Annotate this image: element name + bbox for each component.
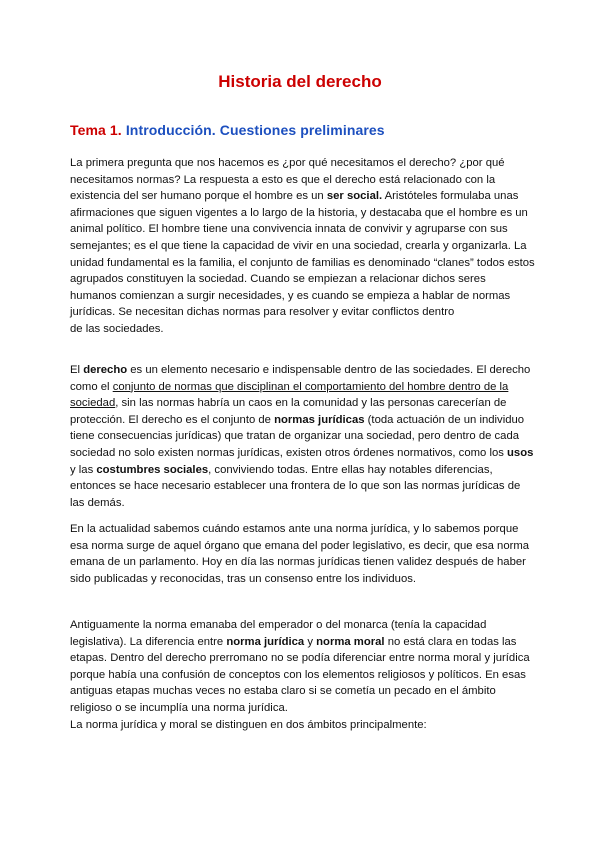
paragraph-2-text-g: (toda actuación de un individuo tiene consecuencias jurídicas) que tratan de organizar una sociedad, pero dentro de cada sociedad no solo existen normas jurídicas, existen otros órdenes normativos, como los <box>70 413 525 459</box>
paragraph-1-text-d: de las sociedades. <box>70 322 164 335</box>
paragraph-1 <box>70 155 535 338</box>
paragraph-4-text-f: La norma jurídica y moral se distinguen en dos ámbitos principalmente: <box>70 718 427 731</box>
definition-underlined: conjunto de normas que disciplinan el comportamiento del hombre dentro de la sociedad <box>70 380 509 410</box>
paragraph-2-text-c: es un elemento necesario e indispensable dentro de las sociedades. El derecho como el <box>70 364 531 393</box>
paragraph-2-text-i: y las <box>70 463 97 476</box>
term-normas-juridicas: normas jurídicas <box>274 413 365 426</box>
term-ser-social: ser social. <box>326 190 383 203</box>
term-usos: usos <box>507 446 534 459</box>
term-norma-juridica: norma jurídica <box>226 635 305 648</box>
term-norma-moral: norma moral <box>316 635 385 648</box>
section-title: Introducción. Cuestiones preliminares <box>125 122 385 138</box>
paragraph-2 <box>70 362 535 511</box>
paragraph-1-text-a: La primera pregunta que nos hacemos es ¿por qué necesitamos el derecho? ¿por qué necesitamos normas? La respuesta a esto es que el derecho está relacionado con la existencia del ser humano porque el hombre es un <box>70 157 505 203</box>
paragraph-4-text-c: y <box>304 635 317 648</box>
paragraph-4 <box>70 617 535 733</box>
paragraph-4-text-a: Antiguamente la norma emanaba del emperador o del monarca (tenía la capacidad legislativa). La diferencia entre <box>70 619 487 648</box>
paragraph-3-text: En la actualidad sabemos cuándo estamos ante una norma jurídica, y lo sabemos porque esa norma surge de aquel órgano que emana del poder legislativo, es decir, que esa norma emana de un parlamento. Hoy en día las normas jurídicas tienen validez después de haber sido publicadas y reconocidas, tras un consenso entre los individuos. <box>70 523 530 585</box>
document-title: Historia del derecho <box>218 72 382 91</box>
term-costumbres-sociales: costumbres sociales <box>96 463 209 476</box>
paragraph-2-text-a: El <box>70 364 84 376</box>
section-number: Tema 1. <box>70 122 122 138</box>
term-derecho: derecho <box>83 364 128 376</box>
paragraph-2-text-e: , sin las normas habría un caos en la comunidad y las personas carecerían de protección. El derecho es el conjunto de <box>70 397 507 426</box>
paragraph-1-text-c: Aristóteles formulaba unas afirmaciones que siguen vigentes a lo largo de la historia, y destacaba que el hombre es un animal político. El hombre tiene una convivencia innata de convivir y agruparse con sus semejantes; es el que tiene la capacidad de vivir en una sociedad, crearla y organizarla. La unidad fundamental es la familia, el conjunto de familias es denominado “clanes” todos estos agrupados constituyen la sociedad. Cuando se empiezan a relacionar dichos seres humanos comienzan a surgir necesidades, y es cuando se empieza a hablar de normas jurídicas. Se necesitan dichas normas para resolver y evitar conflictos dentro <box>70 190 535 319</box>
section-heading <box>70 122 385 138</box>
paragraph-3 <box>70 521 535 587</box>
paragraph-4-text-e: no está clara en todas las etapas. Dentro del derecho prerromano no se podía diferenciar entre norma moral y jurídica porque había una confusión de conceptos con los elementos religiosos y políticos. En esas antiguas etapas muchas veces no estaba claro si se cometía un pecado en el ámbito religioso o se incumplía una norma jurídica. <box>70 635 530 714</box>
paragraph-2-text-k: , conviviendo todas. Entre ellas hay notables diferencias, entonces se hace necesario establecer una frontera de lo que son las normas jurídicas de las demás. <box>70 463 521 509</box>
